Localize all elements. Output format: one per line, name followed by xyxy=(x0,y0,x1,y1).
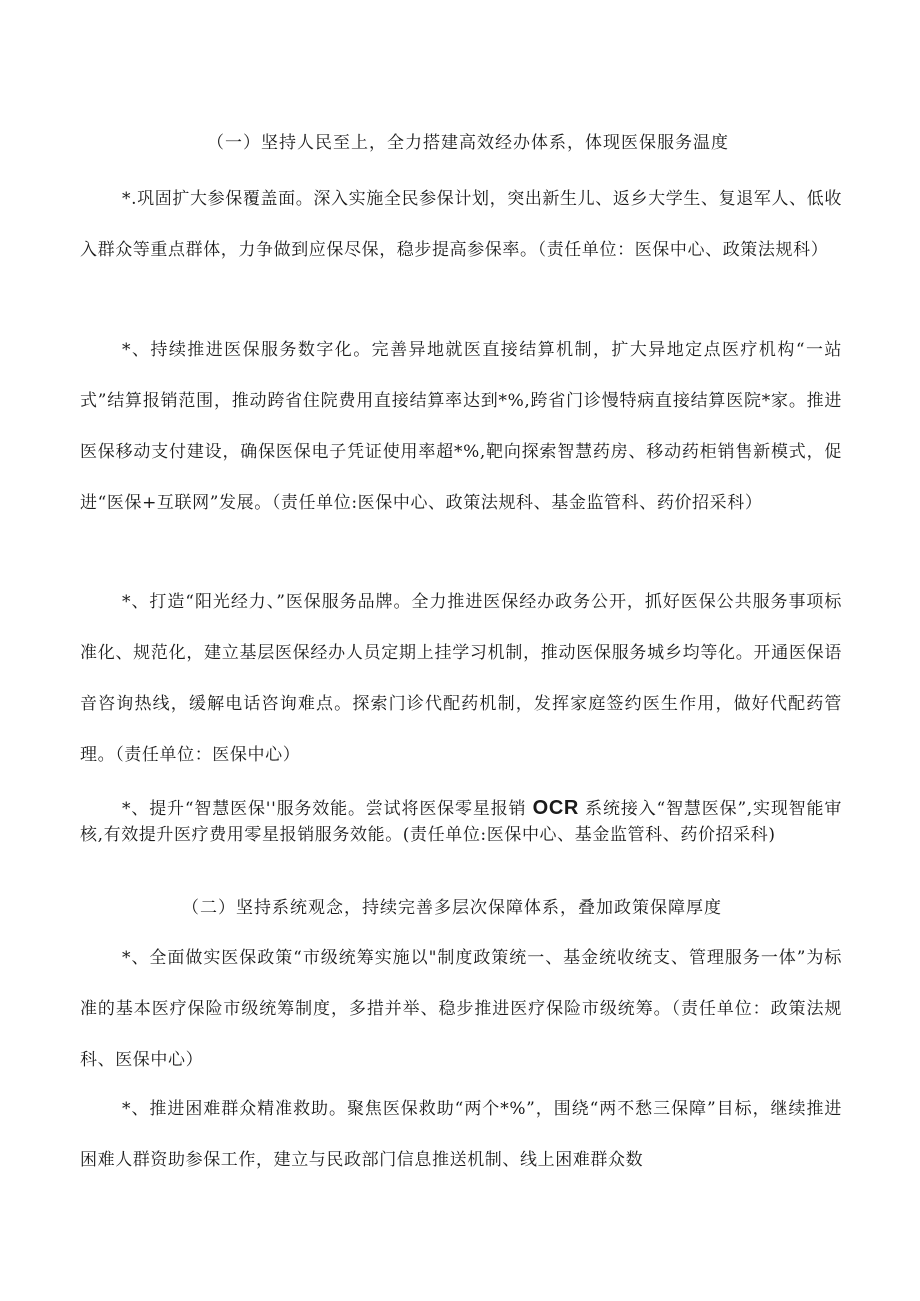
paragraph-text-after: 系统接入“智慧医保”,实现智能审核,有效提升医疗费用零星报销服务效能。(责任单位:医保中心、基金监管科、药价招采科) xyxy=(80,799,842,845)
ocr-term: OCR xyxy=(532,797,579,819)
paragraph-text: *.巩固扩大参保覆盖面。深入实施全民参保计划，突出新生儿、返乡大学生、复退军人、低收入群众等重点群体，力争做到应保尽保，稳步提高参保率。（责任单位：医保中心、政策法规科） xyxy=(80,189,842,260)
paragraph-text: *、打造“阳光经力、”医保服务品牌。全力推进医保经办政务公开，抓好医保公共服务事项标准化、规范化，建立基层医保经办人员定期上挂学习机制，推动医保服务城乡均等化。开通医保语音咨询热线，缓解电话咨询难点。探索门诊代配药机制，发挥家庭签约医生作用，做好代配药管理。（责任单位：医保中心） xyxy=(80,592,842,765)
paragraph-expand-coverage xyxy=(80,174,842,276)
paragraph-text-before: *、提升“智慧医保''服务效能。尝试将医保零星报销 xyxy=(122,799,527,819)
paragraph-service-brand xyxy=(80,577,842,781)
paragraph-text: *、全面做实医保政策“市级统筹实施以"制度政策统一、基金统收统支、管理服务一体”为标准的基本医疗保险市级统筹制度，多措并举、稳步推进医疗保险市级统筹。（责任单位：政策法规科、医保中心） xyxy=(80,948,842,1070)
paragraph-text: *、持续推进医保服务数字化。完善异地就医直接结算机制，扩大异地定点医疗机构“一站式”结算报销范围，推动跨省住院费用直接结算率达到*%,跨省门诊慢特病直接结算医院*家。推进医保移动支付建设，确保医保电子凭证使用率超*%,靶向探索智慧药房、移动药柜销售新模式，促进“医保+互联网”发展。（责任单位:医保中心、政策法规科、基金监管科、药价招采科） xyxy=(80,340,842,513)
paragraph-text: *、推进困难群众精准救助。聚焦医保救助“两个*%”，围绕“两不愁三保障”目标，继续推进困难人群资助参保工作，建立与民政部门信息推送机制、线上困难群众数 xyxy=(80,1099,842,1170)
section-1-heading: （一）坚持人民至上，全力搭建高效经办体系，体现医保服务温度 xyxy=(207,133,729,153)
paragraph-city-coordination xyxy=(80,933,842,1086)
paragraph-smart-insurance xyxy=(80,795,842,848)
paragraph-digital-service xyxy=(80,325,842,529)
paragraph-assistance xyxy=(80,1084,842,1186)
section-2-heading: （二）坚持系统观念，持续完善多层次保障体系，叠加政策保障厚度 xyxy=(182,898,722,918)
